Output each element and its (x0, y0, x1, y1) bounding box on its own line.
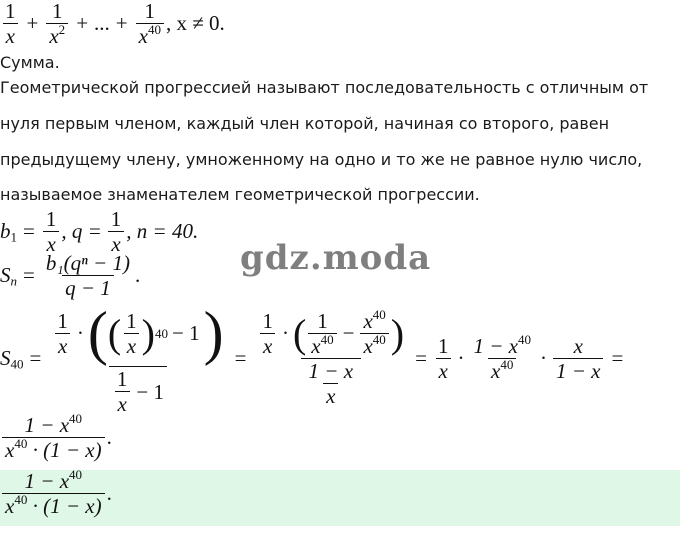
definition-line-1: Геометрической прогрессией называют последовательность с отличным от (0, 78, 649, 97)
s40-fraction-2: $\frac{1}{x}$ · ( $\frac{1}{x^{40}}$ − $\frac{x^{40}}{x^{40}}$ ) $\frac{1 - x}{x}$ (254, 310, 407, 407)
watermark-logo: gdz.moda (240, 238, 432, 278)
fraction-1-over-x: $\frac{1}{x}$ (2, 0, 19, 47)
fraction-1-over-x2: $\frac{1}{x^2}$ (46, 0, 68, 47)
summa-label: Сумма. (0, 53, 60, 72)
definition-line-2: нуля первым членом, каждый член которой, начиная со второго, равен (0, 114, 610, 133)
final-answer: $\frac{1 - x^{40}}{x^{40} \cdot (1 - x)}$ . (0, 470, 112, 517)
sum-formula: $S_n$ = $\frac{\text{b₁(qⁿ − 1)}}{q - 1}$ . (0, 251, 141, 301)
given-values: $b_1$ = $\frac{1}{x}$ , q = $\frac{1}{x}$ , n = 40. (0, 207, 199, 257)
definition-line-3: предыдущему члену, умноженному на одно и то же не равное нулю число, (0, 150, 643, 169)
series-expression: $\frac{1}{x}$ + $\frac{1}{x^2}$ + ... + $\frac{1}{x^{40}}$ , x ≠ 0. (0, 0, 225, 47)
definition-line-4: называемое знаменателем геометрической прогрессии. (0, 185, 480, 204)
fraction-1-over-x40: $\frac{1}{x^{40}}$ (136, 0, 164, 47)
result-continuation: $\frac{1 - x^{40}}{x^{40} \cdot (1 - x)}$ . (0, 414, 112, 461)
s40-equation: $S_{40}$ = $\frac{1}{x}$ · ( ( $\frac{1}{x}$ ) 40 − 1 ) $\frac{1}{x}$ − 1 = $\frac{1}{x}$ · ( $\frac{1}{x^{40}}$ − $\frac{x^{40}}{x^{40}}$ ) $\frac{1 - x}{x}$ = $\frac{1}{x}$ · $\frac{1 - x^{40}}{x^{40}}$ · $\frac{x}{1 - x}$ = (0, 300, 624, 417)
s40-fraction-1: $\frac{1}{x}$ · ( ( $\frac{1}{x}$ ) 40 − 1 ) $\frac{1}{x}$ − 1 (49, 302, 226, 415)
